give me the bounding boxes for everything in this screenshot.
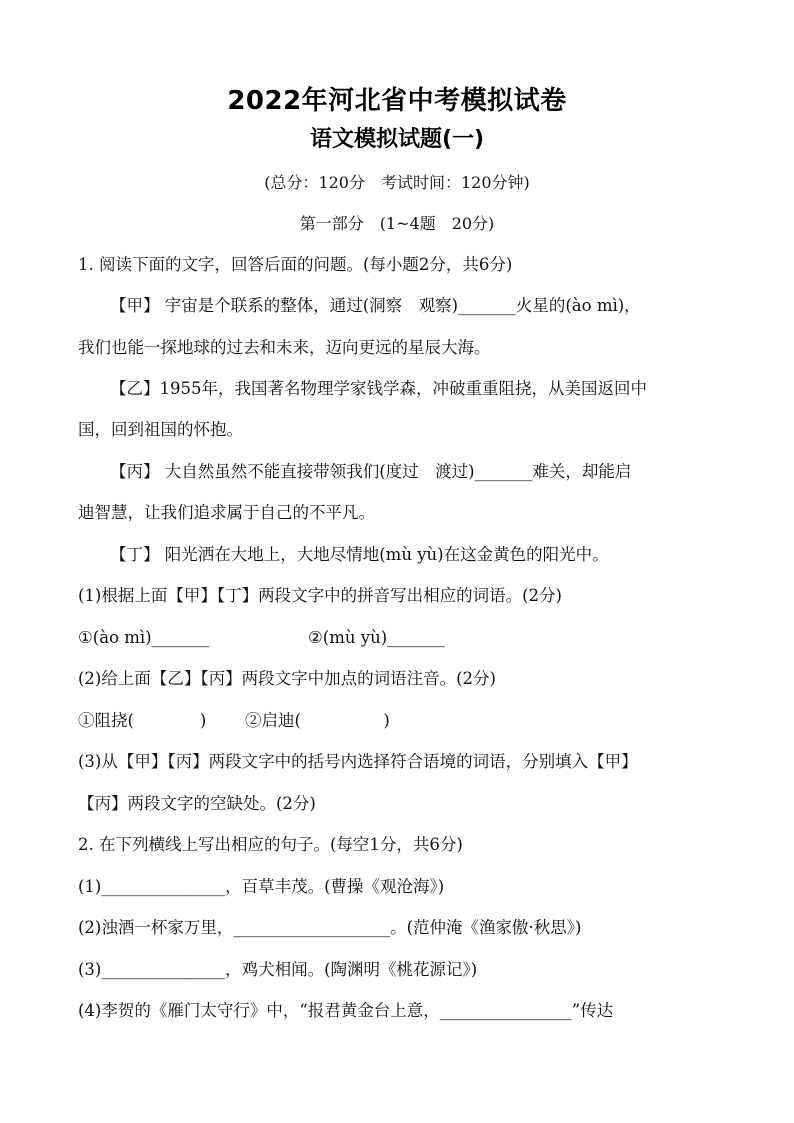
q1-bing-line1: 【丙】 大自然虽然不能直接带领我们(度过 渡过)_______难关，却能启 xyxy=(110,462,632,481)
part-heading: 第一部分 (1~4题 20分) xyxy=(299,214,495,233)
q1-yi-line1: 【乙】1955年，我国著名物理学家钱学森，冲破重重阻挠，从美国返回中 xyxy=(110,379,647,398)
q1-sub1-b: ②(mù yù)_______ xyxy=(308,628,445,647)
q1-ding-line: 【丁】 阳光洒在大地上，大地尽情地(mù yù)在这金黄色的阳光中。 xyxy=(110,545,609,564)
q2-item2: (2)浊酒一杯家万里，___________________。(范仲淹《渔家傲·秋思》) xyxy=(78,918,582,937)
q1-yi-line2: 国，回到祖国的怀抱。 xyxy=(78,420,243,439)
exam-info: (总分：120分 考试时间：120分钟) xyxy=(264,173,530,192)
q2-item4: (4)李贺的《雁门太守行》中，“报君黄金台上意，________________”传达 xyxy=(78,1001,614,1020)
q1-sub3-line1: (3)从【甲】【丙】两段文字中的括号内选择符合语境的词语，分别填入【甲】 xyxy=(78,752,638,771)
exam-title: 2022年河北省中考模拟试卷 xyxy=(227,86,567,116)
q1-sub3-line2: 【丙】两段文字的空缺处。(2分) xyxy=(78,794,316,813)
q1-sub1-a: ①(ào mì)_______ xyxy=(78,628,210,647)
q1-bing-line2: 迪智慧，让我们追求属于自己的不平凡。 xyxy=(78,503,375,522)
q1-sub1: (1)根据上面【甲】【丁】两段文字中的拼音写出相应的词语。(2分) xyxy=(78,586,562,605)
q2-stem: 2. 在下列横线上写出相应的句子。(每空1分，共6分) xyxy=(78,835,463,854)
q1-sub2: (2)给上面【乙】【丙】两段文字中加点的词语注音。(2分) xyxy=(78,669,496,688)
q1-stem: 1. 阅读下面的文字，回答后面的问题。(每小题2分，共6分) xyxy=(78,255,513,274)
q1-sub2-b: ②启迪( ) xyxy=(245,711,390,730)
q2-item1: (1)_______________，百草丰茂。(曹操《观沧海》) xyxy=(78,877,445,896)
q2-item3: (3)_______________，鸡犬相闻。(陶渊明《桃花源记》) xyxy=(78,960,478,979)
q1-jia-line1: 【甲】 宇宙是个联系的整体，通过(洞察 观察)_______火星的(ào mì)， xyxy=(110,296,641,315)
q1-jia-line2: 我们也能一探地球的过去和未来，迈向更远的星辰大海。 xyxy=(78,338,491,357)
q1-sub2-a: ①阻挠( ) xyxy=(78,711,207,730)
exam-subtitle: 语文模拟试题(一) xyxy=(309,127,485,152)
